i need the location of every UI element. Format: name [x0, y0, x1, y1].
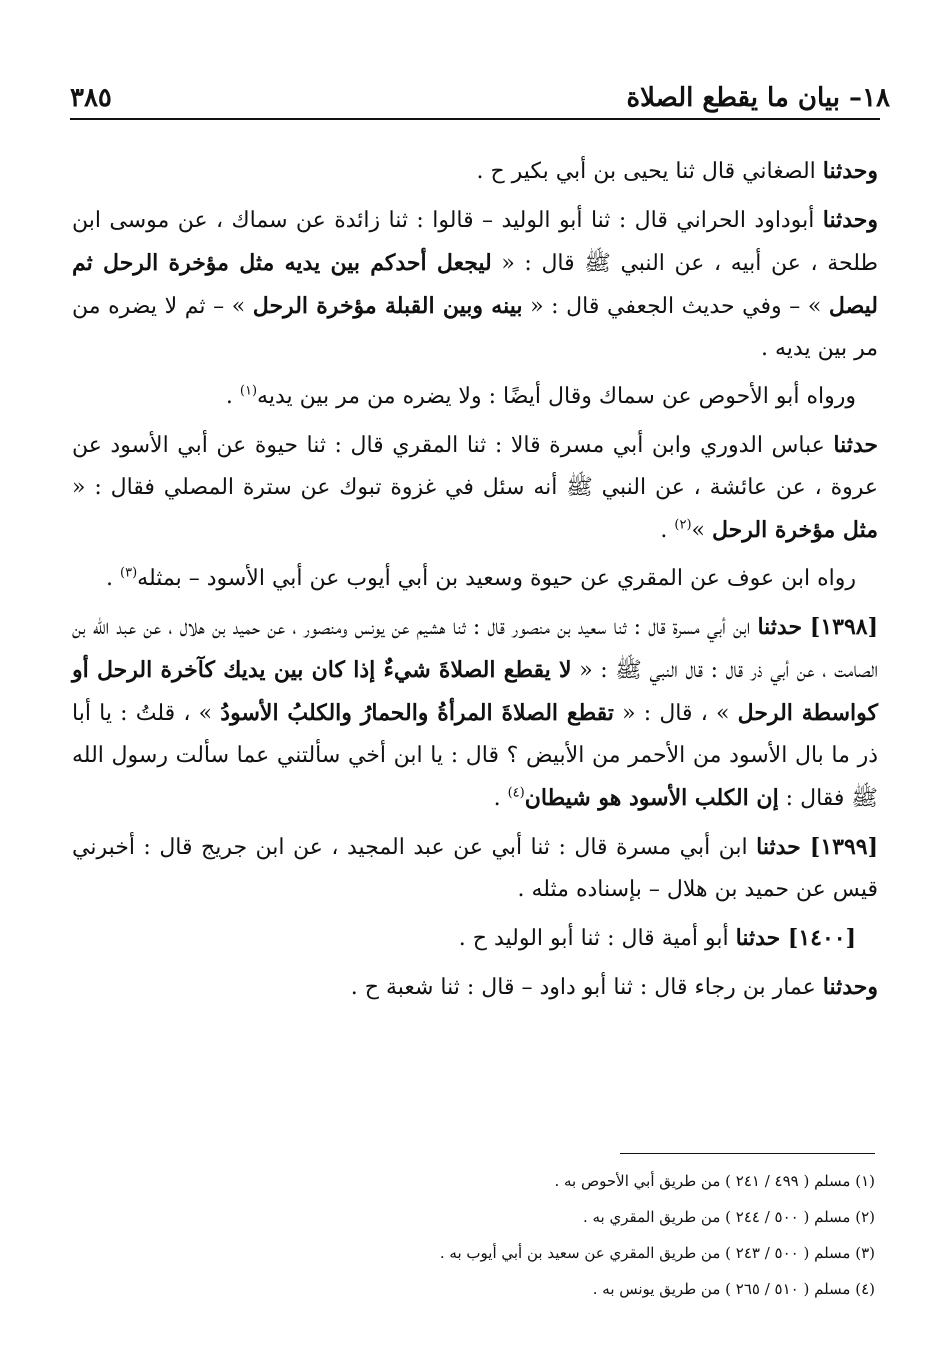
text-run: » – ثم لا يضره من مر بين يديه .: [72, 294, 878, 361]
footnote-3: (٣) مسلم ( ٥٠٠ / ٢٤٣ ) من طريق المقري عن سعيد بن أبي أيوب به .: [439, 1244, 875, 1262]
page-header: [70, 82, 890, 114]
text-run: ابن أبي مسرة قال : ثنا أبي عن عبد المجيد ، عن ابن جريج قال : أخبرني قيس عن حميد بن هلال – بإسناده مثله .: [72, 835, 878, 902]
header-rule: [70, 118, 880, 120]
chapter-title: ١٨– بيان ما يقطع الصلاة: [626, 83, 890, 113]
paragraph: [72, 966, 878, 1009]
text-run: الصغاني قال ثنا يحيى بن أبي بكير ح .: [476, 159, 823, 184]
text-run: عمار بن رجاء قال : ثنا أبو داود – قال : ثنا شعبة ح .: [350, 975, 823, 1000]
bold-text: [١٣٩٨] حدثنا: [757, 614, 878, 640]
text-run: » ، قال : «: [613, 701, 738, 726]
paragraph: [72, 606, 878, 820]
bold-text: ليجعل أحدكم بين يديه مثل مؤخرة الرحل ثم ليصل: [72, 250, 878, 319]
paragraph: [72, 376, 878, 418]
text-run: ورواه أبو الأحوص عن سماك وقال أيضًا : ولا يضره من مر بين يديه: [257, 384, 856, 409]
footnote-marker: (٢): [674, 517, 692, 533]
bold-text: وحدثنا: [822, 207, 878, 233]
bold-text: وحدثنا: [822, 158, 878, 184]
text-run: » – وفي حديث الجعفي قال : «: [522, 294, 829, 319]
text-run: .: [493, 786, 508, 811]
text-run: أبو أمية قال : ثنا أبو الوليد ح .: [458, 926, 736, 951]
bold-text: مثل مؤخرة الرحل: [711, 517, 878, 543]
paragraph: [72, 199, 878, 370]
footnote-marker: (٣): [120, 565, 138, 581]
text-run: .: [106, 566, 121, 591]
bold-text: تقطع الصلاةَ المرأةُ والحمارُ والكلبُ الأسودُ: [220, 700, 614, 726]
footnote-2: (٢) مسلم ( ٥٠٠ / ٢٤٤ ) من طريق المقري به .: [582, 1208, 875, 1226]
text-run: رواه ابن عوف عن المقري عن حيوة وسعيد بن أبي أيوب عن أبي الأسود – بمثله: [137, 566, 856, 591]
paragraph: [72, 558, 878, 600]
footnote-marker: (١): [239, 383, 258, 399]
footnotes: [300, 1163, 875, 1307]
text-run: عباس الدوري وابن أبي مسرة قالا : ثنا المقري قال : ثنا حيوة عن أبي الأسود عن عروة ، عن عائشة ، عن النبي ﷺ أنه سئل في غزوة تبوك عن سترة المصلي فقال : «: [72, 433, 878, 500]
footnote-marker: (٤): [507, 785, 525, 801]
text-run: » ، قلتُ : يا أبا ذر ما بال الأسود من الأحمر من الأبيض ؟ قال : يا ابن أخي سألتني عما سألت رسول الله ﷺ فقال :: [72, 701, 878, 811]
bold-text: وحدثنا: [822, 974, 878, 1000]
footnote-1: (١) مسلم ( ٤٩٩ / ٢٤١ ) من طريق أبي الأحوص به .: [554, 1172, 875, 1190]
bold-text: إن الكلب الأسود هو شيطان: [524, 785, 779, 811]
bold-text: حدثنا: [833, 432, 878, 458]
bold-text: لا يقطع الصلاةَ شيءٌ إذا كان بين يديك كآخرة الرحل أو كواسطة الرحل: [72, 657, 878, 726]
paragraph: [72, 424, 878, 552]
paragraph: [72, 826, 878, 911]
bold-text: [١٣٩٩] حدثنا: [756, 834, 878, 860]
footnote-4: (٤) مسلم ( ٥١٠ / ٢٦٥ ) من طريق يونس به .: [592, 1280, 875, 1298]
paragraph: [72, 150, 878, 193]
text-run: .: [225, 384, 240, 409]
text-run: .: [660, 518, 675, 543]
footnote-rule: [620, 1153, 875, 1154]
page-number: ٣٨٥: [70, 83, 112, 113]
paragraph: [72, 917, 878, 960]
bold-text: بينه وبين القبلة مؤخرة الرحل: [252, 293, 523, 319]
main-text: [72, 150, 878, 1015]
bold-text: [١٤٠٠] حدثنا: [735, 925, 856, 951]
text-run: أبوداود الحراني قال : ثنا أبو الوليد – قالوا : ثنا زائدة عن سماك ، عن موسى ابن طلحة ، عن أبيه ، عن النبي ﷺ قال : «: [72, 208, 878, 276]
text-run: ابن أبي مسرة قال : ثنا سعيد بن منصور قال : ثنا هشيم عن يونس ومنصور ، عن حميد بن هلال ، عن عبد الله بن الصامت ، عن أبي ذر قال : قال النبي ﷺ : «: [72, 615, 879, 683]
text-run: »: [691, 518, 712, 543]
